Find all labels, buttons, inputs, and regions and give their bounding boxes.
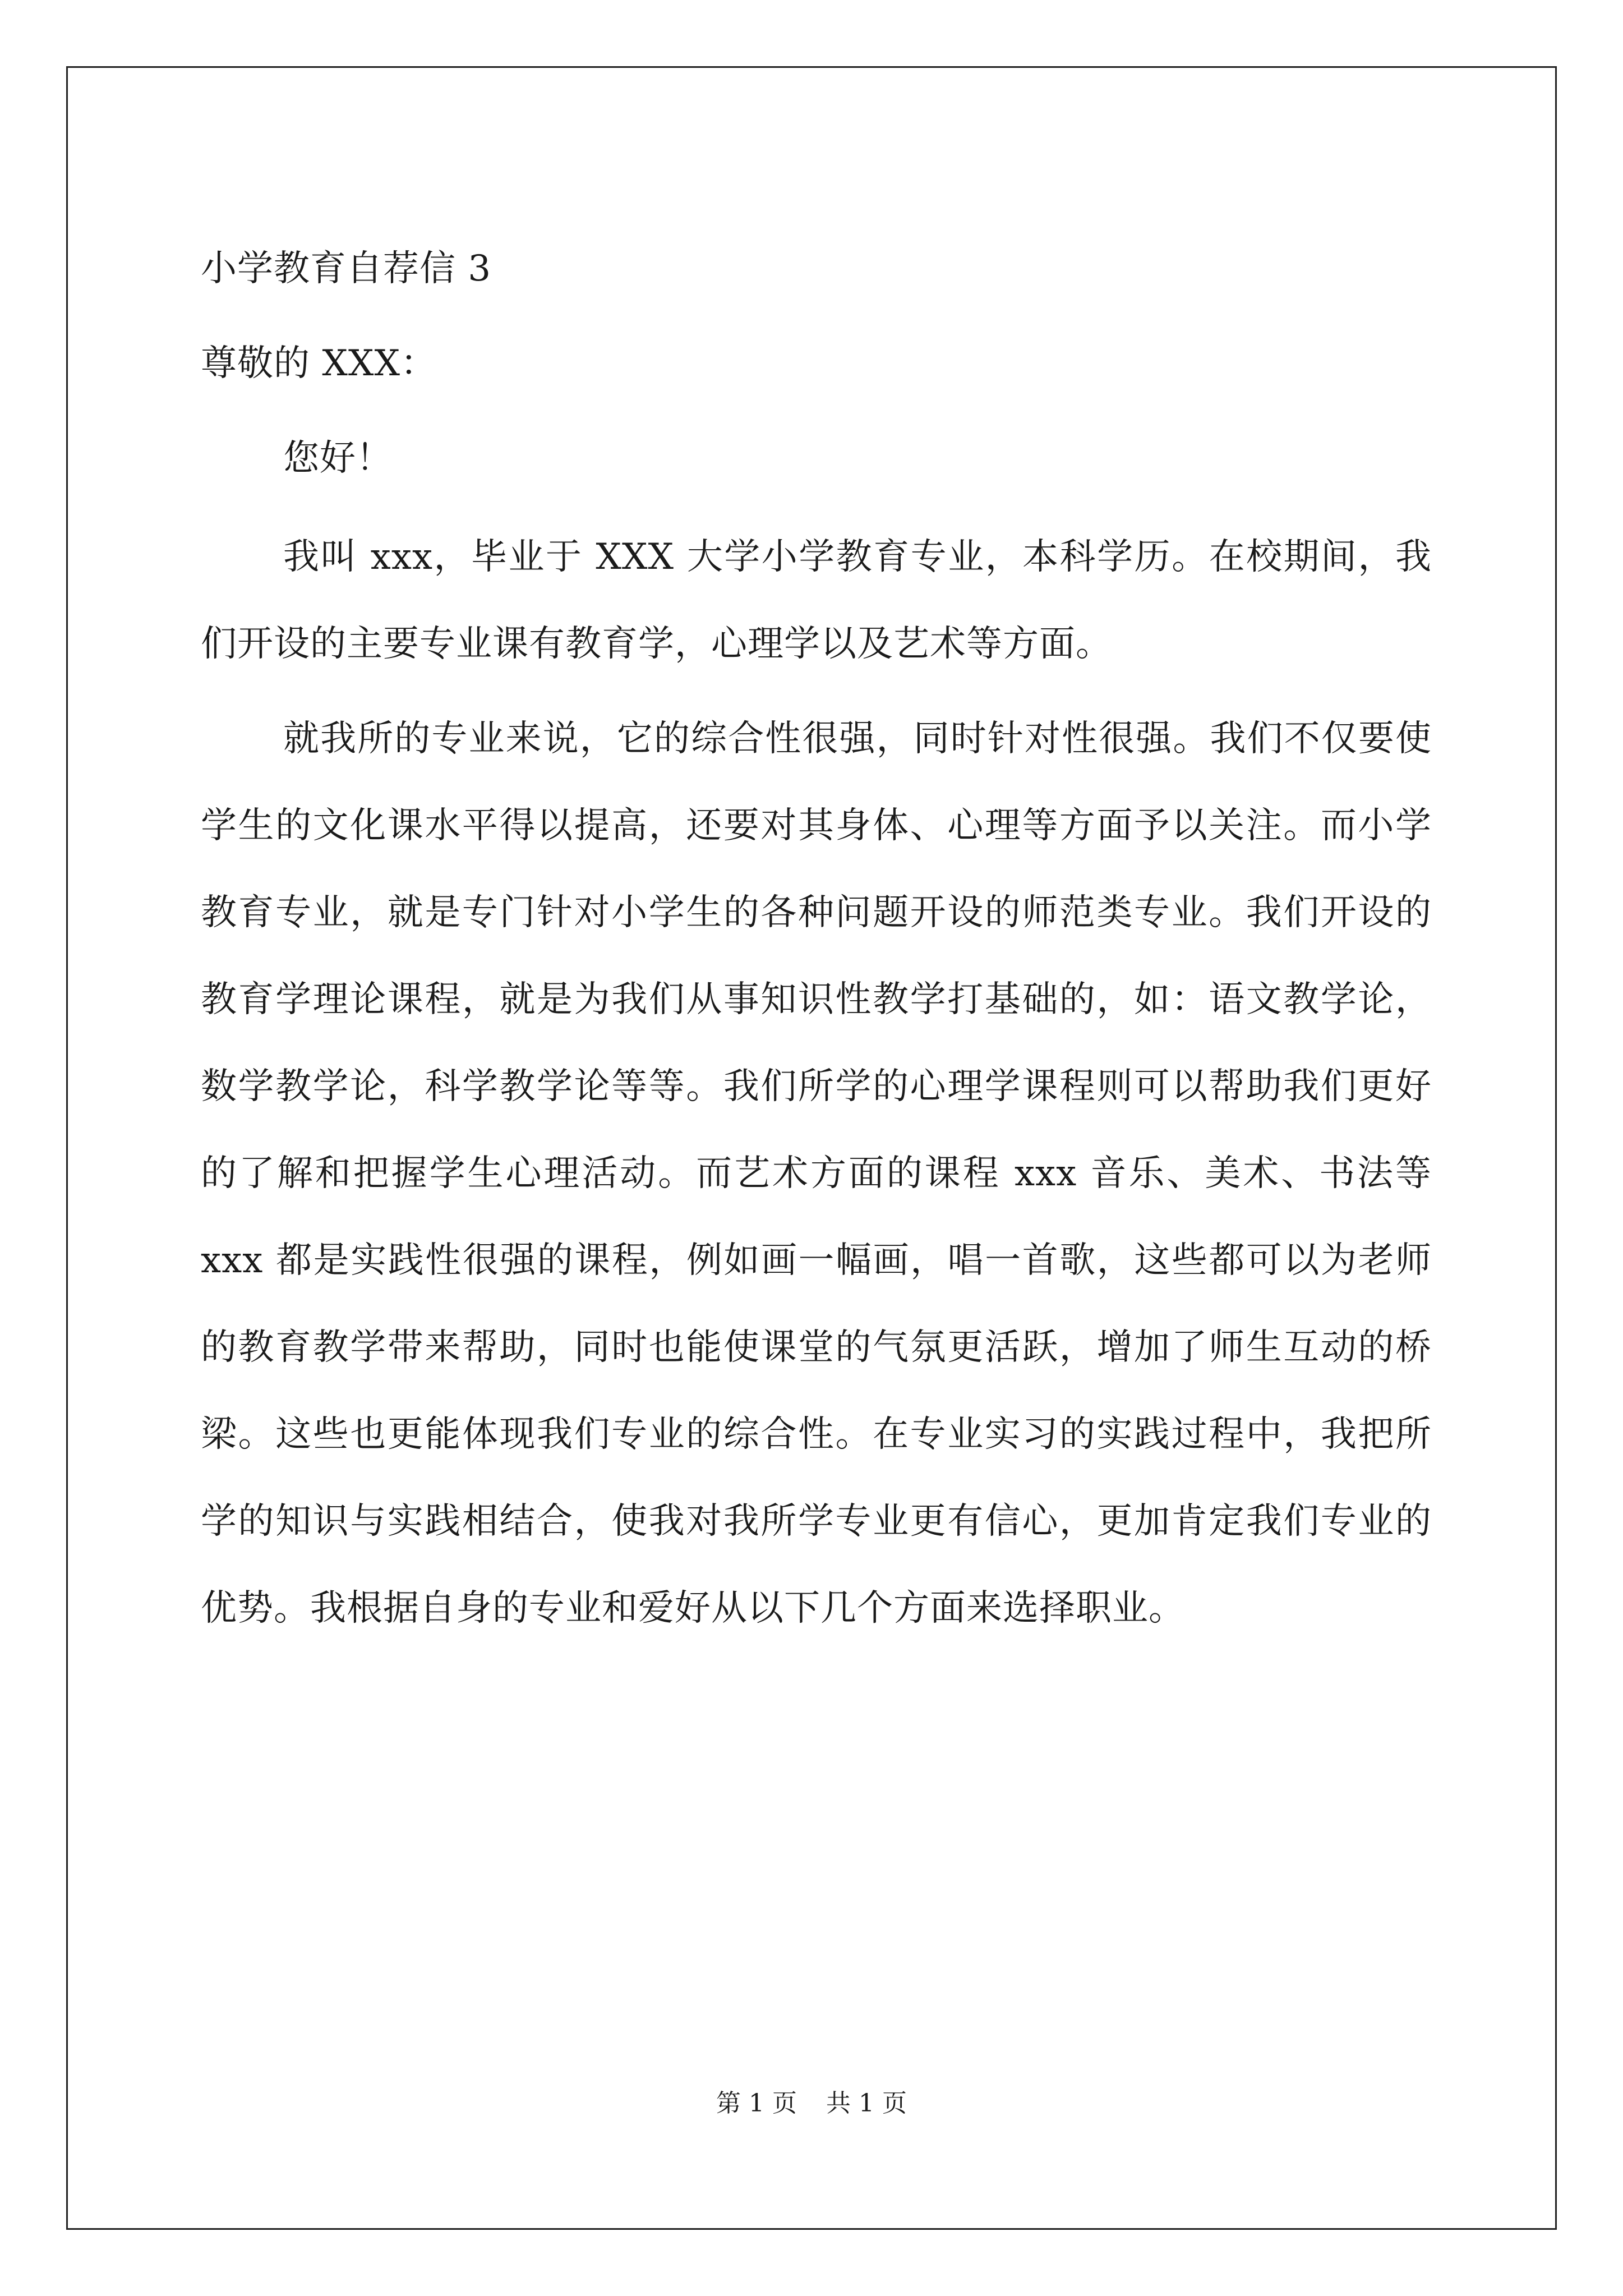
letter-body <box>201 222 1432 1652</box>
paragraph-1: 我叫 xxx，毕业于 XXX 大学小学教育专业，本科学历。在校期间，我们开设的主要专业课有教育学，心理学以及艺术等方面。 <box>201 536 1432 665</box>
page-number: 第 1 页 <box>716 2089 797 2118</box>
salutation: 尊敬的 XXX： <box>201 343 437 384</box>
paragraph-2: 就我所的专业来说，它的综合性很强，同时针对性很强。我们不仅要使学生的文化课水平得以提高，还要对其身体、心理等方面予以关注。而小学教育专业，就是专门针对小学生的各种问题开设的师范类专业。我们开设的教育学理论课程，就是为我们从事知识性教学打基础的，如：语文教学论，数学教学论，科学教学论等等。我们所学的心理学课程则可以帮助我们更好的了解和把握学生心理活动。而艺术方面的课程 xxx 音乐、美术、书法等 xxx 都是实践性很强的课程，例如画一幅画，唱一首歌，这些都可以为老师的教育教学带来帮助，同时也能使课堂的气氛更活跃，增加了师生互动的桥梁。这些也更能体现我们专业的综合性。在专业实习的实践过程中，我把所学的知识与实践相结合，使我对我所学专业更有信心，更加肯定我们专业的优势。我根据自身的专业和爱好从以下几个方面来选择职业。 <box>201 718 1432 1629</box>
page-total: 共 1 页 <box>826 2089 907 2118</box>
document-title: 小学教育自荐信 3 <box>201 248 492 289</box>
greeting: 您好！ <box>283 438 393 479</box>
page-footer <box>0 2087 1623 2120</box>
